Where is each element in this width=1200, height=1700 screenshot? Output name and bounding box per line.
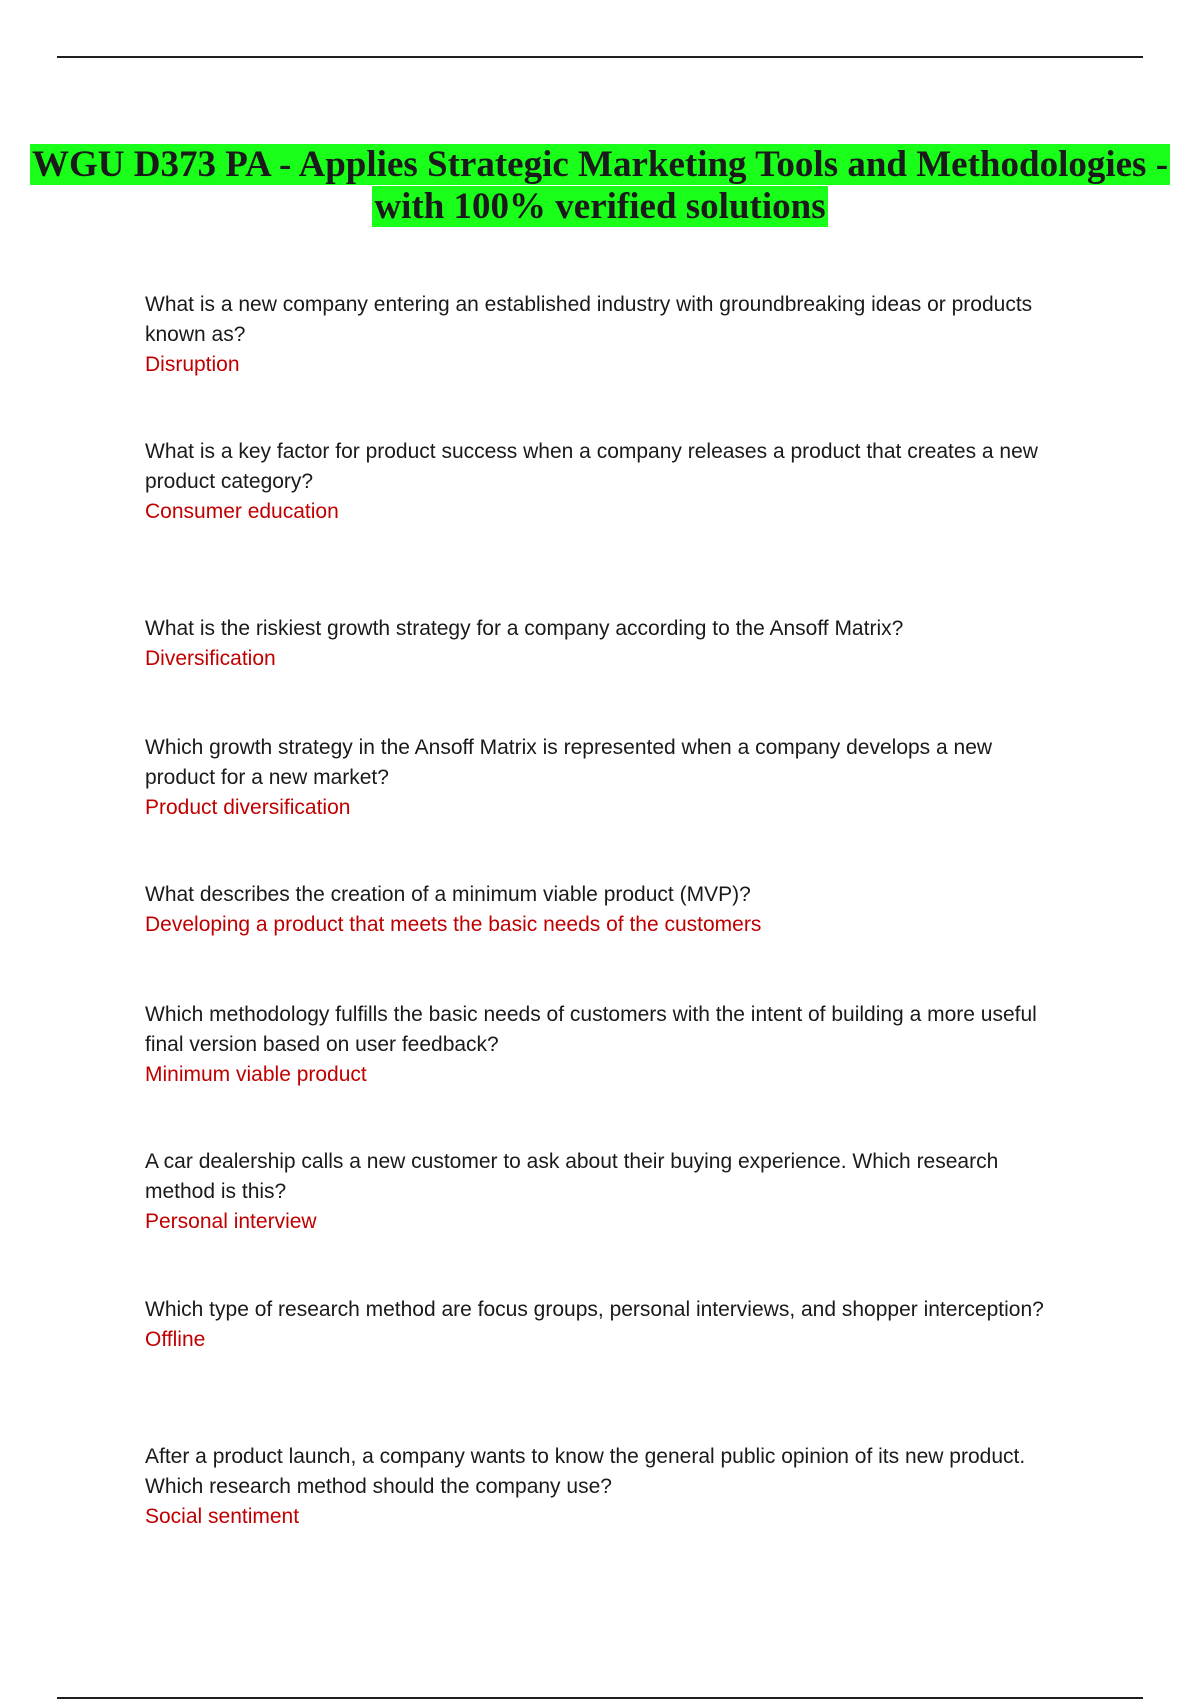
question-text: Which type of research method are focus groups, personal interviews, and shopper interception? (145, 1298, 1044, 1321)
answer-text: Consumer education (145, 500, 339, 523)
answer-text: Minimum viable product (145, 1063, 367, 1086)
document-title (0, 144, 1200, 228)
answer-text: Social sentiment (145, 1505, 300, 1528)
qa-item (145, 1442, 1055, 1532)
question-text: What is a new company entering an established industry with groundbreaking ideas or products known as? (145, 293, 1033, 346)
qa-item (145, 437, 1055, 527)
header-rule (57, 56, 1143, 58)
qa-item (145, 614, 1055, 674)
qa-item (145, 880, 1055, 940)
question-text: What is the riskiest growth strategy for a company according to the Ansoff Matrix? (145, 617, 904, 640)
answer-text: Product diversification (145, 796, 351, 819)
question-text: A car dealership calls a new customer to ask about their buying experience. Which research method is this? (145, 1150, 999, 1203)
qa-item (145, 733, 1055, 823)
qa-item (145, 1000, 1055, 1090)
qa-item (145, 1295, 1055, 1355)
footer-rule (57, 1697, 1143, 1699)
qa-item (145, 1147, 1055, 1237)
answer-text: Offline (145, 1328, 206, 1351)
question-text: Which growth strategy in the Ansoff Matrix is represented when a company develops a new product for a new market? (145, 736, 993, 789)
document-title-text: WGU D373 PA - Applies Strategic Marketing Tools and Methodologies -with 100% verified solutions (31, 144, 1169, 227)
answer-text: Developing a product that meets the basic needs of the customers (145, 913, 762, 936)
question-text: After a product launch, a company wants to know the general public opinion of its new product. Which research method should the company use? (145, 1445, 1026, 1498)
question-text: What is a key factor for product success when a company releases a product that creates a new product category? (145, 440, 1038, 493)
answer-text: Personal interview (145, 1210, 317, 1233)
answer-text: Disruption (145, 353, 240, 376)
question-text: Which methodology fulfills the basic needs of customers with the intent of building a more useful final version based on user feedback? (145, 1003, 1037, 1056)
answer-text: Diversification (145, 647, 276, 670)
qa-item (145, 290, 1055, 380)
question-text: What describes the creation of a minimum viable product (MVP)? (145, 883, 751, 906)
